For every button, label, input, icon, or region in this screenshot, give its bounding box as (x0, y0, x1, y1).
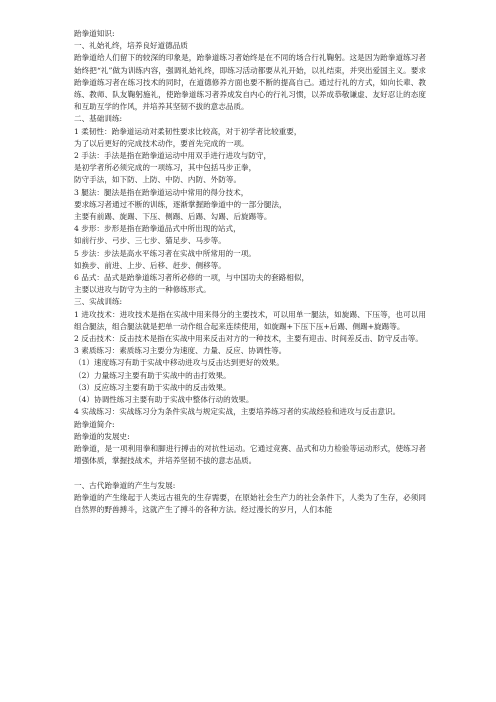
section-2-line: 主要有前踢、旋踢、下压、侧踢、后踢、勾踢、后旋踢等。 (74, 212, 272, 222)
section-1-body: 跆拳道给人们留下的较深的印象是，跆拳道练习者始终是在不同的场合行礼鞠躬。这是因为跆拳道练习者始终把“礼”做为训练内容，强调礼始礼终，即练习活动都要从礼开始，以礼结束，并突出爱国主义。要求跆拳道练习者在练习技术的同时，在道德修养方面也要不断的提高自己。通过行礼的方式，如向长辈、教练、教师、队友鞠躬施礼，使跆拳道练习者养成发自内心的行礼习惯，以养成恭敬谦虚、友好忍让的态度和互助互学的作风，并培养其坚韧不拔的意志品质。 (74, 53, 426, 112)
section-2-line: 6 品式：品式是跆拳道练习者所必修的一项，与中国功夫的套路相似， (74, 273, 310, 283)
paragraph-spacer (74, 467, 426, 479)
fitness-item: （1）速度练习有助于实战中移动进攻与反击达到更好的效果。 (74, 358, 284, 368)
section-2-line: 是初学者所必须完成的一项练习，其中包括马步正拳， (74, 163, 257, 173)
section-1-heading: 一、礼始礼终，培养良好道德品质 (74, 41, 188, 51)
fitness-item: （4）协调性练习主要有助于实战中整体行动的效果。 (74, 395, 254, 405)
attack-technique-paragraph: 1 进攻技术：进攻技术是指在实战中用来得分的主要技术，可以用单一腿法，如旋踢、下压等，也可以用组合腿法，组合腿法就是把单一动作组合起来连续使用，如旋踢+下压下压+后踢、侧踢+旋踢等。 (74, 309, 426, 331)
fitness-item: （2）力量练习主要有助于实战中的击打效果。 (74, 370, 231, 380)
section-2-line: 3 腿法：腿法是指在跆拳道运动中常用的得分技术， (74, 187, 249, 197)
sparring-paragraph: 4 实战练习：实战练习分为条件实战与规定实战，主要培养练习者的实战经验和进攻与反击意识。 (74, 407, 401, 417)
section-2-line: 要求练习者通过不断的训练，逐渐掌握跆拳道中的一部分腿法， (74, 199, 287, 209)
section-2-line: 如换步、前进、上步、后移、赶步、侧移等。 (74, 260, 226, 270)
fitness-item: （3）反应练习主要有助于实战中的反击效果。 (74, 382, 231, 392)
section-2-line: 5 步法：步法是高水平练习者在实战中所常用的一项。 (74, 248, 256, 258)
section-2-heading: 二、基础训练: (74, 114, 123, 124)
document-page (74, 28, 426, 516)
intro-body: 跆拳道，是一项利用拳和脚进行搏击的对抗性运动。它通过竞赛、品式和功力检验等运动形式，使练习者增强体质，掌握技战术，并培养坚韧不拔的意志品质。 (74, 443, 426, 466)
intro-subtitle: 跆拳道的发展史: (74, 431, 130, 441)
section-2-line: 防守手法，如下防、上防、中防、内防、外防等。 (74, 175, 242, 185)
section-2-line: 如前行步、弓步、三七步、猫足步、马步等。 (74, 236, 226, 246)
section-3-heading: 三、实战训练: (74, 297, 123, 307)
intro-title: 跆拳道简介: (74, 419, 115, 429)
section-2-line: 1 柔韧性：跆拳道运动对柔韧性要求比较高，对于初学者比较重要， (74, 126, 302, 136)
origin-body: 跆拳道的产生缘起于人类远古祖先的生存需要，在原始社会生产力的社会条件下，人类为了生存，必须同自然界的野兽搏斗，这就产生了搏斗的各种方法。经过漫长的岁月，人们本能 (74, 492, 426, 514)
fitness-paragraph: 3 素质练习：素质练习主要分为速度、力量、反应、协调性等。 (74, 346, 287, 356)
section-2-line: 4 步形：步形是指在跆拳道品式中所出现的站式， (74, 224, 241, 234)
section-2-line: 为了以后更好的完成技术动作，要首先完成的一项。 (74, 138, 249, 148)
counter-technique-paragraph: 2 反击技术：反击技术是指在实战中用来反击对方的一种技术，主要有迎击、时间差反击、防守反击等。 (74, 334, 423, 344)
section-2-line: 2 手法：手法是指在跆拳道运动中用双手进行进攻与防守， (74, 151, 272, 161)
origin-heading: 一、古代跆拳道的产生与发展: (74, 480, 176, 490)
document-title: 跆拳道知识: (74, 29, 115, 38)
section-2-line: 主要以进攻与防守为主的一种修练形式。 (74, 285, 211, 295)
